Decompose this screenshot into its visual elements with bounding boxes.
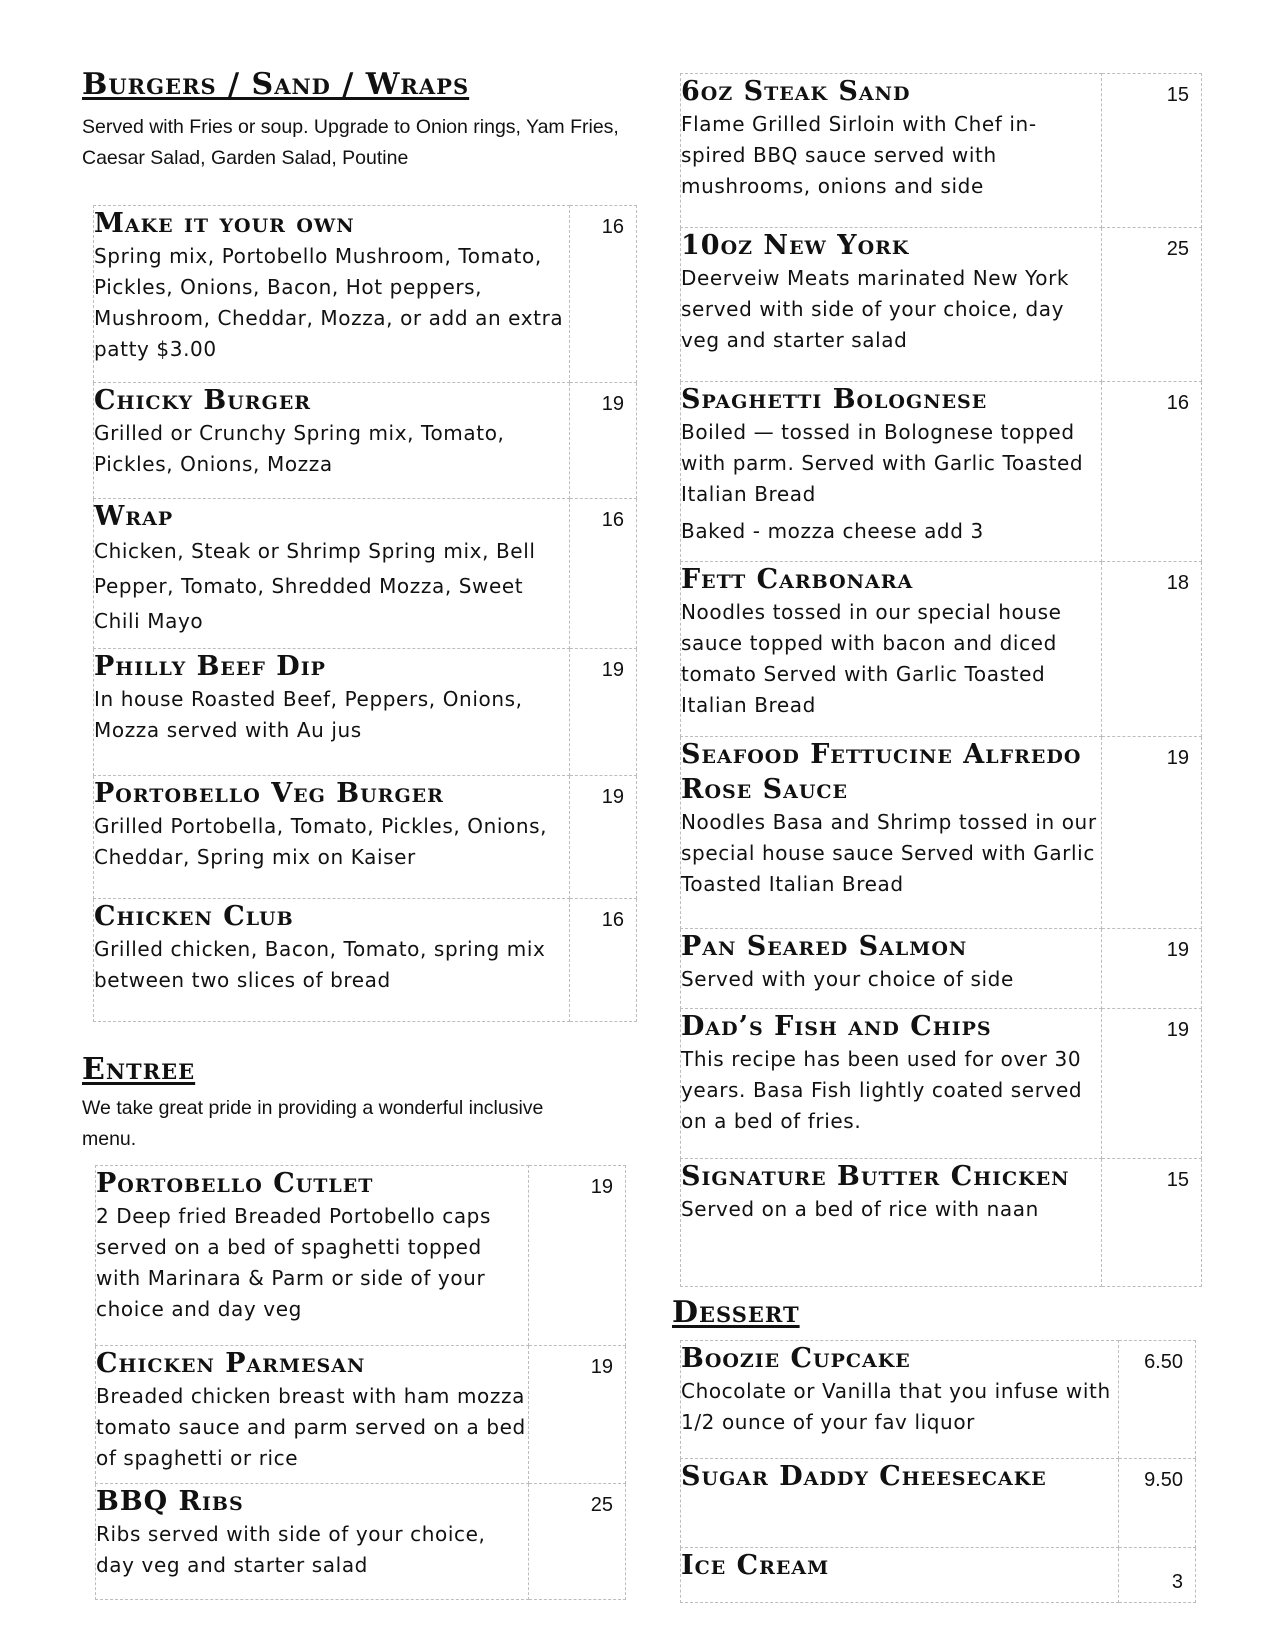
dessert-menu-table	[680, 1340, 1196, 1603]
item-name: Spaghetti Bolognese	[681, 384, 988, 415]
menu-item	[96, 1346, 626, 1484]
item-price: 15	[1102, 1159, 1202, 1287]
menu-item	[94, 206, 637, 383]
item-name: Signature Butter Chicken	[681, 1161, 1070, 1192]
item-price: 19	[570, 649, 637, 776]
item-description: Grilled Portobella, Tomato, Pickles, Onions, Cheddar, Spring mix on Kaiser	[94, 814, 548, 869]
menu-item	[94, 383, 637, 499]
item-description: Boiled — tossed in Bolognese topped with parm. Served with Garlic Toasted Italian Bread	[681, 420, 1084, 506]
item-price: 19	[1102, 929, 1202, 1009]
item-price: 16	[1102, 382, 1202, 562]
menu-item	[681, 737, 1202, 929]
item-extra-note: Baked - mozza cheese add 3	[681, 519, 984, 543]
item-price: 19	[529, 1166, 626, 1346]
item-price: 25	[529, 1484, 626, 1600]
section-title-burgers: Burgers / Sand / Wraps	[82, 67, 470, 102]
item-price: 19	[1102, 737, 1202, 929]
item-price: 6.50	[1119, 1341, 1196, 1459]
item-name: Chicken Parmesan	[96, 1348, 366, 1379]
menu-item	[681, 1459, 1196, 1548]
item-name: Wrap	[94, 501, 174, 532]
mains-menu-table	[680, 73, 1202, 1287]
item-price: 18	[1102, 562, 1202, 737]
menu-item	[681, 74, 1202, 228]
section-title-dessert: Dessert	[672, 1295, 800, 1330]
menu-item	[681, 1548, 1196, 1603]
menu-item	[96, 1484, 626, 1600]
item-price: 19	[1102, 1009, 1202, 1159]
menu-item	[681, 562, 1202, 737]
item-name: Pan Seared Salmon	[681, 931, 968, 962]
item-description: Grilled chicken, Bacon, Tomato, spring mix between two slices of bread	[94, 937, 546, 992]
menu-item	[681, 228, 1202, 382]
item-name: 10oz New York	[681, 230, 910, 261]
item-description: Served on a bed of rice with naan	[681, 1197, 1039, 1221]
item-description: Ribs served with side of your choice, day veg and starter salad	[96, 1522, 486, 1577]
menu-item	[94, 776, 637, 899]
item-name: Philly Beef Dip	[94, 651, 326, 682]
menu-item	[94, 499, 637, 649]
item-description: Chicken, Steak or Shrimp Spring mix, Bell Pepper, Tomato, Shredded Mozza, Sweet Chili Mayo	[94, 539, 536, 633]
item-description: Flame Grilled Sirloin with Chef in-spired BBQ sauce served with mushrooms, onions and side	[681, 112, 1037, 198]
menu-item	[94, 899, 637, 1022]
item-name: Boozie Cupcake	[681, 1343, 911, 1374]
item-name: Fett Carbonara	[681, 564, 914, 595]
item-name: 6oz Steak Sand	[681, 76, 911, 107]
section-note-entree: We take great pride in providing a wonderful inclusive menu.	[82, 1097, 544, 1150]
section-note-burgers: Served with Fries or soup. Upgrade to Onion rings, Yam Fries, Caesar Salad, Garden Salad, Poutine	[82, 116, 619, 169]
section-title-entree: Entree	[82, 1052, 196, 1087]
menu-item	[681, 929, 1202, 1009]
item-description: Breaded chicken breast with ham mozza tomato sauce and parm served on a bed of spaghetti or rice	[96, 1384, 526, 1470]
item-name: Portobello Cutlet	[96, 1168, 374, 1199]
item-description: This recipe has been used for over 30 years. Basa Fish lightly coated served on a bed of fries.	[681, 1047, 1083, 1133]
menu-item	[681, 1009, 1202, 1159]
burgers-menu-table	[93, 205, 637, 1022]
item-description: Spring mix, Portobello Mushroom, Tomato, Pickles, Onions, Bacon, Hot peppers, Mushroom, Cheddar, Mozza, or add an extra patty $3.00	[94, 244, 564, 361]
item-name: Portobello Veg Burger	[94, 778, 444, 809]
item-name: Seafood Fettucine Alfredo Rose Sauce	[681, 739, 1082, 805]
item-description: In house Roasted Beef, Peppers, Onions, Mozza served with Au jus	[94, 687, 523, 742]
item-price: 25	[1102, 228, 1202, 382]
item-price: 19	[570, 776, 637, 899]
item-price: 16	[570, 206, 637, 383]
item-description: Noodles Basa and Shrimp tossed in our special house sauce Served with Garlic Toasted Italian Bread	[681, 810, 1097, 896]
item-price: 16	[570, 899, 637, 1022]
item-name: Sugar Daddy Cheesecake	[681, 1461, 1047, 1492]
item-description: Deerveiw Meats marinated New York served with side of your choice, day veg and starter salad	[681, 266, 1070, 352]
item-name: Dad’s Fish and Chips	[681, 1011, 992, 1042]
item-price: 16	[570, 499, 637, 649]
item-description: Served with your choice of side	[681, 967, 1014, 991]
menu-item	[94, 649, 637, 776]
item-price: 3	[1119, 1548, 1196, 1603]
menu-item	[681, 1341, 1196, 1459]
item-name: Chicken Club	[94, 901, 294, 932]
menu-item	[681, 382, 1202, 562]
item-description: Chocolate or Vanilla that you infuse with 1/2 ounce of your fav liquor	[681, 1379, 1111, 1434]
item-description: 2 Deep fried Breaded Portobello caps served on a bed of spaghetti topped with Marinara & Parm or side of your choice and day veg	[96, 1204, 491, 1321]
menu-item	[681, 1159, 1202, 1287]
item-description: Grilled or Crunchy Spring mix, Tomato, Pickles, Onions, Mozza	[94, 421, 505, 476]
entree-menu-table	[95, 1165, 626, 1600]
item-name: Chicky Burger	[94, 385, 312, 416]
item-description: Noodles tossed in our special house sauce topped with bacon and diced tomato Served with Garlic Toasted Italian Bread	[681, 600, 1062, 717]
item-name: BBQ Ribs	[96, 1486, 244, 1517]
item-name: Ice Cream	[681, 1550, 830, 1581]
item-price: 19	[570, 383, 637, 499]
item-name: Make it your own	[94, 208, 355, 239]
menu-item	[96, 1166, 626, 1346]
item-price: 19	[529, 1346, 626, 1484]
item-price: 15	[1102, 74, 1202, 228]
item-price: 9.50	[1119, 1459, 1196, 1548]
